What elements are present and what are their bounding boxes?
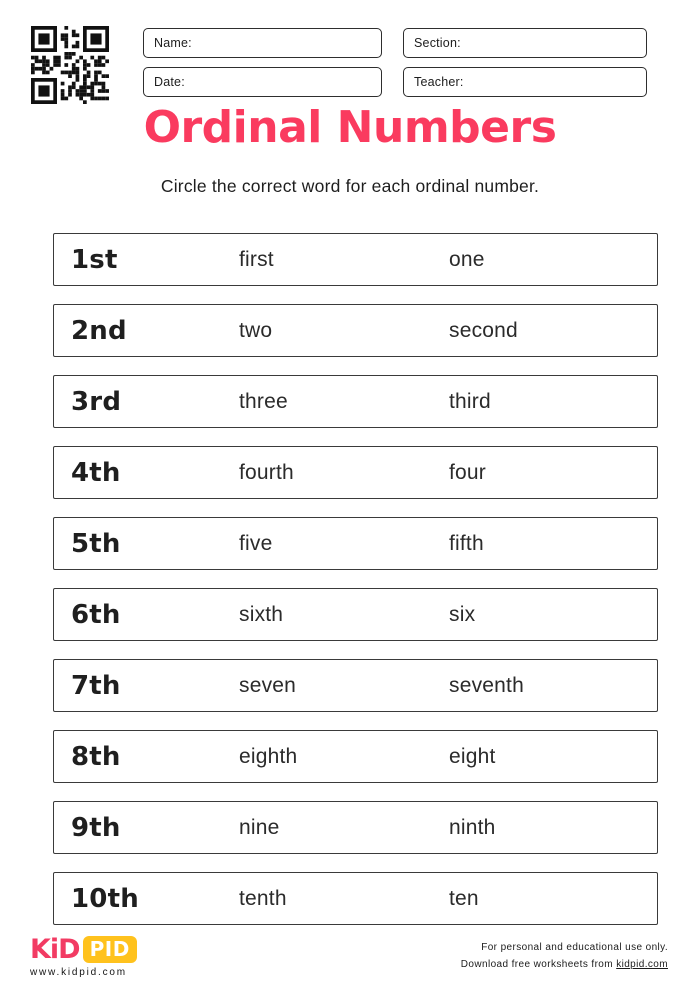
ordinal-label: 2nd — [71, 315, 127, 346]
ordinal-label: 4th — [71, 457, 121, 488]
footer-note-line2 — [461, 956, 668, 973]
word-option-1[interactable]: seven — [239, 673, 297, 697]
footer-note-line1: For personal and educational use only. — [481, 942, 668, 953]
word-option-2[interactable]: one — [449, 247, 485, 271]
worksheet-row-8 — [53, 730, 658, 783]
word-option-1[interactable]: fourth — [239, 460, 294, 484]
ordinal-label: 1st — [71, 244, 118, 275]
word-option-1[interactable]: tenth — [239, 886, 287, 910]
kidpid-link[interactable]: kidpid.com — [616, 959, 668, 970]
instructions-text: Circle the correct word for each ordinal number. — [160, 176, 540, 196]
ordinal-label: 8th — [71, 741, 121, 772]
word-option-2[interactable]: eight — [449, 744, 496, 768]
worksheet-row-4 — [53, 446, 658, 499]
name-field[interactable] — [143, 28, 382, 58]
worksheet-row-3 — [53, 375, 658, 428]
word-option-1[interactable]: two — [239, 318, 273, 342]
kidpid-logo — [30, 936, 137, 978]
worksheet-row-2 — [53, 304, 658, 357]
worksheet-row-6 — [53, 588, 658, 641]
name-field-label: Name: — [154, 36, 192, 50]
word-option-2[interactable]: six — [449, 602, 476, 626]
word-option-2[interactable]: fifth — [449, 531, 484, 555]
worksheet-row-5 — [53, 517, 658, 570]
word-option-1[interactable]: nine — [239, 815, 280, 839]
teacher-field-label: Teacher: — [414, 75, 464, 89]
ordinal-label: 10th — [71, 883, 139, 914]
word-option-1[interactable]: sixth — [239, 602, 284, 626]
word-option-1[interactable]: five — [239, 531, 273, 555]
date-field-label: Date: — [154, 75, 185, 89]
word-option-1[interactable]: three — [239, 389, 288, 413]
page-title: Ordinal Numbers — [143, 102, 557, 153]
word-option-1[interactable]: eighth — [239, 744, 298, 768]
word-option-2[interactable]: third — [449, 389, 491, 413]
logo-website-url: www.kidpid.com — [30, 967, 127, 978]
ordinal-label: 7th — [71, 670, 121, 701]
ordinal-label: 6th — [71, 599, 121, 630]
worksheet-row-10 — [53, 872, 658, 925]
ordinal-label: 5th — [71, 528, 121, 559]
logo-kid-text: KiD — [30, 934, 80, 965]
section-field-label: Section: — [414, 36, 461, 50]
section-field[interactable] — [403, 28, 647, 58]
word-option-2[interactable]: ninth — [449, 815, 496, 839]
worksheet-row-1 — [53, 233, 658, 286]
word-option-2[interactable]: ten — [449, 886, 479, 910]
qr-code-icon — [30, 26, 110, 104]
word-option-1[interactable]: first — [239, 247, 274, 271]
word-option-2[interactable]: seventh — [449, 673, 524, 697]
logo-pid-badge: PID — [83, 936, 137, 963]
ordinal-label: 3rd — [71, 386, 122, 417]
teacher-field[interactable] — [403, 67, 647, 97]
date-field[interactable] — [143, 67, 382, 97]
word-option-2[interactable]: second — [449, 318, 518, 342]
ordinal-label: 9th — [71, 812, 121, 843]
worksheet-row-9 — [53, 801, 658, 854]
worksheet-rows — [53, 233, 658, 943]
word-option-2[interactable]: four — [449, 460, 486, 484]
worksheet-row-7 — [53, 659, 658, 712]
footer-note — [461, 939, 668, 973]
footer-note-line2-prefix: Download free worksheets from — [460, 959, 617, 970]
